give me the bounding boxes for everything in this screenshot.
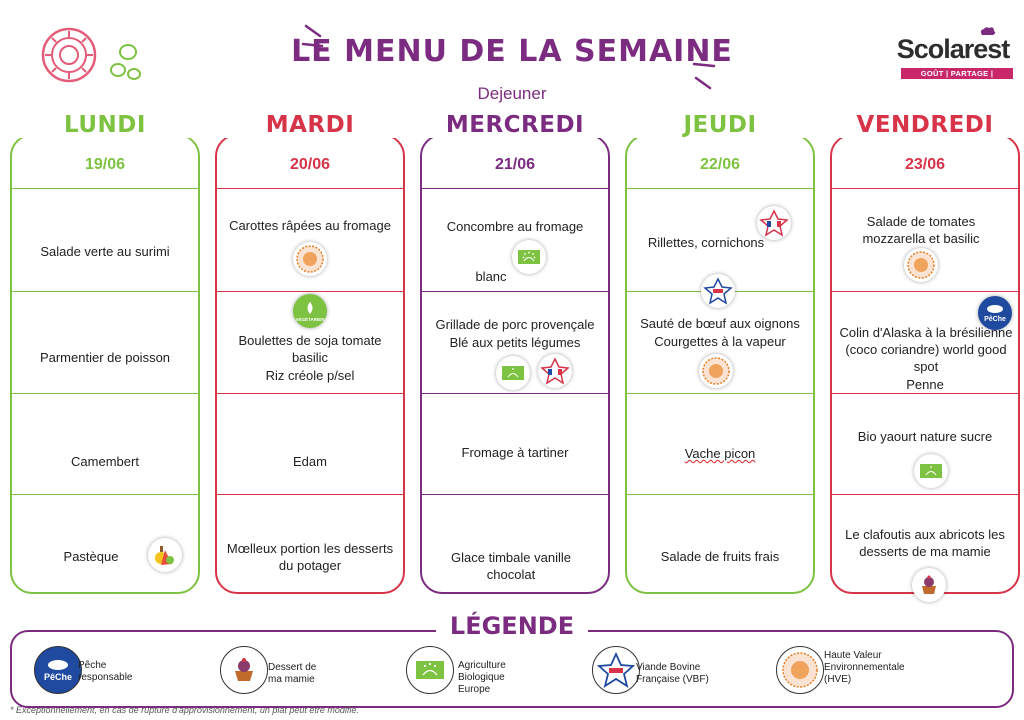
menu-item-cheese: Camembert [71, 454, 139, 469]
row-divider [12, 291, 198, 292]
menu-item-main: Colin d'Alaska à la brésilienne (coco coriandre) world good spot [839, 325, 1013, 374]
hve-icon [699, 354, 733, 388]
menu-item-cheese: Edam [293, 454, 327, 469]
french-pork-icon [538, 354, 572, 388]
dessert-mamie-icon [912, 568, 946, 602]
menu-item-starter: Rillettes, cornichons [647, 235, 765, 250]
row-divider [12, 494, 198, 495]
menu-item-main: Sauté de bœuf aux oignons [640, 316, 800, 331]
menu-item-dessert: Salade de fruits frais [660, 549, 780, 564]
agriculture-bio-icon [914, 454, 948, 488]
row-divider [12, 393, 198, 394]
menu-item-cheese: Fromage à tartiner [461, 445, 569, 460]
row-divider [12, 188, 198, 189]
viande-bovine-francaise-icon [592, 646, 640, 694]
menu-item-dessert: Glace timbale vanille chocolat [451, 550, 571, 582]
fruit-icon [148, 538, 182, 572]
legend-label-dessert: Dessert de ma mamie [268, 662, 317, 685]
row-divider [217, 494, 403, 495]
day-column-jeudi [625, 134, 815, 594]
row-divider [832, 494, 1018, 495]
day-name-mardi: MARDI [215, 112, 405, 138]
day-name-vendredi: VENDREDI [830, 112, 1020, 138]
row-divider [832, 291, 1018, 292]
day-name-jeudi: JEUDI [625, 112, 815, 138]
row-divider [627, 494, 813, 495]
menu-item-dessert: Le clafoutis aux abricots les desserts de ma mamie [845, 527, 1005, 559]
peche-responsable-icon [34, 646, 82, 694]
menu-item-dessert: Pastèque [63, 549, 119, 564]
row-divider [832, 393, 1018, 394]
row-divider [422, 291, 608, 292]
menu-item-side: Riz créole p/sel [265, 368, 355, 383]
menu-item-starter-cont: blanc [475, 269, 507, 284]
legend-label-hve: Haute Valeur Environnementale (HVE) [824, 650, 905, 685]
day-date: 20/06 [289, 156, 331, 173]
menu-item-main: Parmentier de poisson [39, 350, 171, 365]
agriculture-bio-icon [496, 356, 530, 390]
day-column-mardi [215, 134, 405, 594]
dessert-mamie-icon [220, 646, 268, 694]
menu-item-starter: Carottes râpées au fromage [229, 218, 391, 233]
menu-item-dairy: Bio yaourt nature sucre [857, 429, 993, 444]
row-divider [627, 188, 813, 189]
menu-item-dessert: Mœlleux portion les desserts du potager [226, 541, 394, 573]
row-divider [422, 494, 608, 495]
legend-label-peche: Pêche responsable [78, 660, 133, 683]
agriculture-bio-icon [406, 646, 454, 694]
hve-icon [293, 242, 327, 276]
menu-item-cheese: Vache picon [684, 446, 756, 461]
menu-item-main: Grillade de porc provençale [435, 317, 595, 332]
vegetarian-icon [293, 294, 327, 328]
row-divider [217, 291, 403, 292]
day-date: 22/06 [699, 156, 741, 173]
agriculture-bio-icon [512, 240, 546, 274]
row-divider [217, 188, 403, 189]
meal-subtitle: Dejeuner [477, 84, 547, 103]
row-divider [627, 393, 813, 394]
menu-item-main: Boulettes de soja tomate basilic [238, 333, 382, 365]
logo-tagline: GOÛT | PARTAGE | PROXIMITÉ [901, 68, 1013, 79]
menu-item-starter: Concombre au fromage [446, 219, 584, 234]
logo-name: Scolarest [896, 34, 1010, 64]
menu-item-starter: Salade de tomates mozzarella et basilic [862, 214, 980, 246]
svg-text:PêChe: PêChe [984, 316, 1006, 323]
hve-icon [904, 248, 938, 282]
menu-item-side: Courgettes à la vapeur [654, 334, 786, 349]
menu-item-side: Blé aux petits légumes [449, 335, 581, 350]
day-date: 23/06 [904, 156, 946, 173]
svg-text:PêChe: PêChe [43, 672, 73, 682]
day-name-mercredi: MERCREDI [420, 112, 610, 138]
legend-label-vbf: Viande Bovine Française (VBF) [636, 662, 709, 685]
day-column-mercredi [420, 134, 610, 594]
page-title: LE MENU DE LA SEMAINE [291, 34, 733, 69]
menu-item-starter: Salade verte au surimi [40, 244, 170, 259]
row-divider [217, 393, 403, 394]
day-name-lundi: LUNDI [10, 112, 200, 138]
row-divider [832, 188, 1018, 189]
day-date: 21/06 [494, 156, 536, 173]
svg-text:VÉGÉTARIEN: VÉGÉTARIEN [295, 317, 325, 322]
legend-title: LÉGENDE [0, 612, 1024, 640]
day-column-vendredi [830, 134, 1020, 594]
row-divider [422, 393, 608, 394]
day-date: 19/06 [84, 156, 126, 173]
footnote: * Exceptionnellement, en cas de rupture d'approvisionnement, un plat peut être modifié. [10, 705, 359, 715]
row-divider [422, 188, 608, 189]
menu-item-side: Penne [906, 377, 944, 392]
day-column-lundi [10, 134, 200, 594]
scolarest-logo [893, 28, 1013, 89]
hve-icon [776, 646, 824, 694]
legend-label-bio: Agriculture Biologique Europe [458, 660, 506, 695]
viande-bovine-francaise-icon [701, 274, 735, 308]
